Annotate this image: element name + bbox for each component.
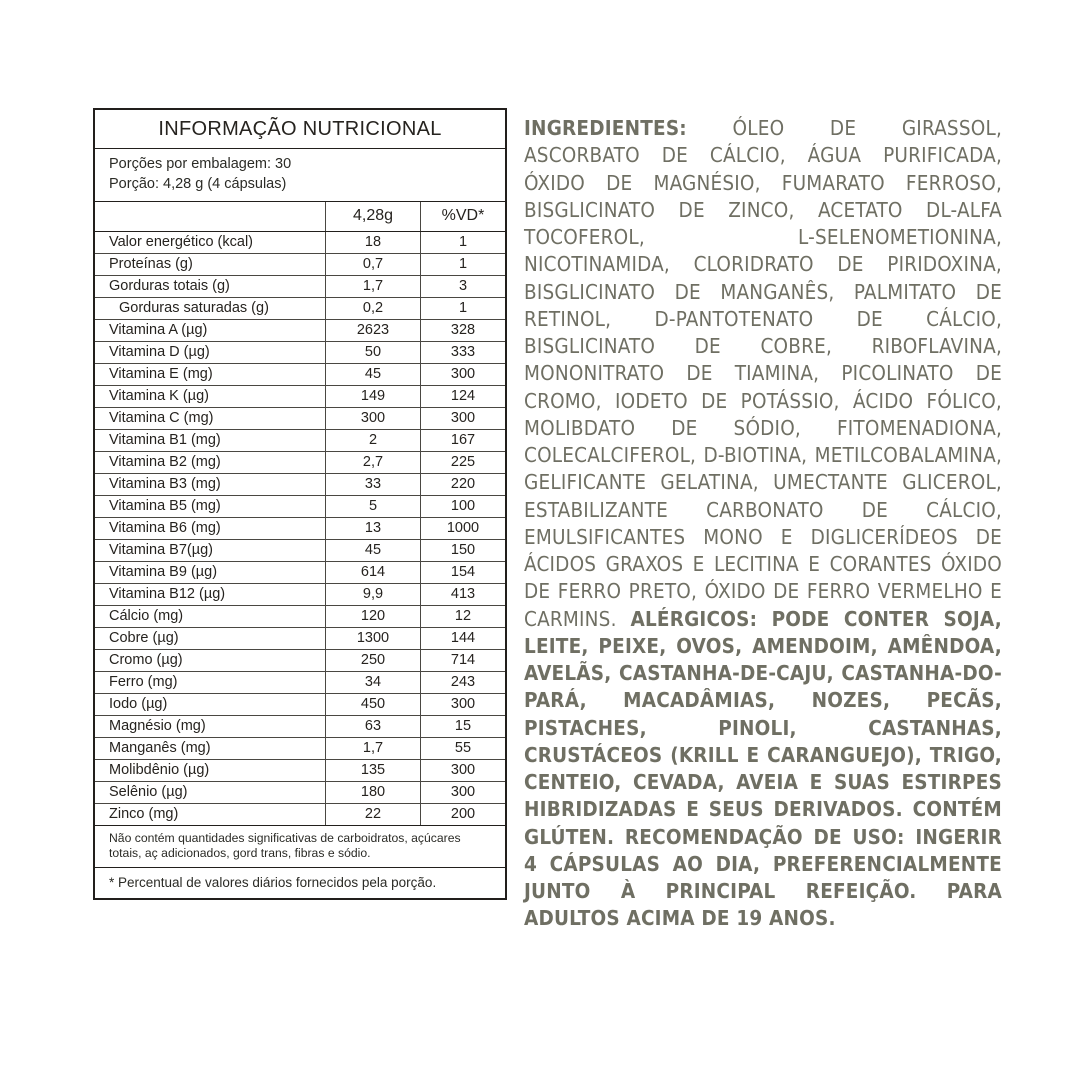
nutrient-dv: 225: [421, 452, 506, 474]
table-row: [95, 232, 505, 254]
nutrient-dv: 413: [421, 584, 506, 606]
nutrient-dv: 1: [421, 232, 506, 254]
nutrient-name: Vitamina K (µg): [95, 386, 326, 408]
table-row: [95, 540, 505, 562]
ingredients-paragraph: [524, 115, 1002, 933]
column-header-nutrient: [95, 202, 326, 232]
servings-per-package: Porções por embalagem: 30: [109, 156, 292, 172]
table-header-row: [95, 202, 505, 232]
nutrient-name: Vitamina B1 (mg): [95, 430, 326, 452]
nutrient-name: Vitamina C (mg): [95, 408, 326, 430]
table-row: [95, 342, 505, 364]
nutrient-name: Vitamina B7(µg): [95, 540, 326, 562]
nutrient-name: Vitamina B6 (mg): [95, 518, 326, 540]
nutrient-amount: 180: [326, 782, 421, 804]
nutrient-amount: 2: [326, 430, 421, 452]
nutrient-amount: 45: [326, 540, 421, 562]
nutrient-dv: 200: [421, 804, 506, 826]
nutrient-amount: 1300: [326, 628, 421, 650]
nutrient-name: Magnésio (mg): [95, 716, 326, 738]
nutrition-table-body: [95, 232, 505, 826]
nutrient-name: Vitamina B2 (mg): [95, 452, 326, 474]
table-row: [95, 320, 505, 342]
nutrient-name: Cobre (µg): [95, 628, 326, 650]
nutrient-name: Selênio (µg): [95, 782, 326, 804]
table-row: [95, 716, 505, 738]
nutrient-dv: 124: [421, 386, 506, 408]
table-row: [95, 364, 505, 386]
nutrient-dv: 12: [421, 606, 506, 628]
nutrient-amount: 2623: [326, 320, 421, 342]
nutrient-name: Cromo (µg): [95, 650, 326, 672]
nutrient-amount: 135: [326, 760, 421, 782]
nutrient-amount: 18: [326, 232, 421, 254]
nutrient-dv: 154: [421, 562, 506, 584]
nutrient-amount: 13: [326, 518, 421, 540]
table-row: [95, 628, 505, 650]
nutrient-name: Gorduras saturadas (g): [95, 298, 326, 320]
nutrient-dv: 328: [421, 320, 506, 342]
nutrient-dv: 15: [421, 716, 506, 738]
nutrient-name: Iodo (µg): [95, 694, 326, 716]
table-row: [95, 298, 505, 320]
table-row: [95, 386, 505, 408]
nutrient-amount: 5: [326, 496, 421, 518]
nutrient-dv: 300: [421, 408, 506, 430]
table-row: [95, 650, 505, 672]
nutrient-name: Ferro (mg): [95, 672, 326, 694]
nutrient-amount: 450: [326, 694, 421, 716]
nutrient-dv: 220: [421, 474, 506, 496]
nutrient-name: Vitamina B12 (µg): [95, 584, 326, 606]
ingredients-label: INGREDIENTES:: [524, 116, 687, 140]
nutrient-name: Proteínas (g): [95, 254, 326, 276]
table-row: [95, 408, 505, 430]
nutrient-amount: 149: [326, 386, 421, 408]
nutrient-amount: 34: [326, 672, 421, 694]
table-row: [95, 518, 505, 540]
nutrient-name: Vitamina E (mg): [95, 364, 326, 386]
table-row: [95, 672, 505, 694]
nutrition-panel-title: INFORMAÇÃO NUTRICIONAL: [95, 110, 505, 149]
nutrient-amount: 250: [326, 650, 421, 672]
table-row: [95, 584, 505, 606]
nutrient-amount: 50: [326, 342, 421, 364]
table-row: [95, 254, 505, 276]
usage-label: RECOMENDAÇÃO DE USO:: [624, 824, 905, 849]
nutrient-dv: 100: [421, 496, 506, 518]
nutrient-dv: 243: [421, 672, 506, 694]
table-row: [95, 782, 505, 804]
nutrient-name: Vitamina B9 (µg): [95, 562, 326, 584]
nutrient-name: Vitamina D (µg): [95, 342, 326, 364]
nutrient-dv: 300: [421, 694, 506, 716]
nutrient-name: Cálcio (mg): [95, 606, 326, 628]
allergens-label: ALÉRGICOS:: [630, 606, 758, 631]
nutrient-amount: 45: [326, 364, 421, 386]
nutrient-amount: 22: [326, 804, 421, 826]
nutrient-name: Vitamina A (µg): [95, 320, 326, 342]
nutrient-name: Vitamina B3 (mg): [95, 474, 326, 496]
column-header-dv: %VD*: [421, 202, 506, 232]
table-row: [95, 694, 505, 716]
allergens-text: PODE CONTER SOJA, LEITE, PEIXE, OVOS, AMENDOIM, AMÊNDOA, AVELÃS, CASTANHA-DE-CAJU, CASTANHA-DO-PARÁ, MACADÂMIAS, NOZES, PECÃS, PISTACHES, PINOLI, CASTANHAS, CRUSTÁCEOS (KRILL E CARANGUEJO), TRIGO, CENTEIO, CEVADA, AVEIA E SUAS ESTIRPES HIBRIDIZADAS E SEUS DERIVADOS. CONTÉM GLÚTEN.: [524, 606, 1002, 849]
nutrient-dv: 167: [421, 430, 506, 452]
nutrient-amount: 33: [326, 474, 421, 496]
nutrient-dv: 300: [421, 760, 506, 782]
serving-size: Porção: 4,28 g (4 cápsulas): [109, 175, 287, 192]
table-row: [95, 562, 505, 584]
ingredients-list: ÓLEO DE GIRASSOL, ASCORBATO DE CÁLCIO, ÁGUA PURIFICADA, ÓXIDO DE MAGNÉSIO, FUMARATO FERROSO, BISGLICINATO DE ZINCO, ACETATO DL-ALFA TOCOFEROL, L-SELENOMETIONINA, NICOTINAMIDA, CLORIDRATO DE PIRIDOXINA, BISGLICINATO DE MANGANÊS, PALMITATO DE RETINOL, D-PANTOTENATO DE CÁLCIO, BISGLICINATO DE COBRE, RIBOFLAVINA, MONONITRATO DE TIAMINA, PICOLINATO DE CROMO, IODETO DE POTÁSSIO, ÁCIDO FÓLICO, MOLIBDATO DE SÓDIO, FITOMENADIONA, COLECALCIFEROL, D-BIOTINA, METILCOBALAMINA, GELIFICANTE GELATINA, UMECTANTE GLICEROL, ESTABILIZANTE CARBONATO DE CÁLCIO, EMULSIFICANTES MONO E DIGLICERÍDEOS DE ÁCIDOS GRAXOS E LECITINA E CORANTES ÓXIDO DE FERRO PRETO, ÓXIDO DE FERRO VERMELHO E CARMINS.: [524, 116, 1002, 631]
usage-text: INGERIR 4 CÁPSULAS AO DIA, PREFERENCIALMENTE JUNTO À PRINCIPAL REFEIÇÃO. PARA ADULTOS ACIMA DE 19 ANOS.: [524, 824, 1003, 931]
table-row: [95, 738, 505, 760]
nutrient-amount: 63: [326, 716, 421, 738]
nutrient-name: Gorduras totais (g): [95, 276, 326, 298]
nutrient-amount: 9,9: [326, 584, 421, 606]
nutrition-note: Não contém quantidades significativas de carboidratos, açúcares totais, aç adicionados, gord trans, fibras e sódio.: [95, 826, 505, 868]
table-row: [95, 760, 505, 782]
nutrition-table: [95, 202, 505, 826]
nutrient-name: Molibdênio (µg): [95, 760, 326, 782]
nutrient-dv: 3: [421, 276, 506, 298]
table-row: [95, 804, 505, 826]
nutrient-amount: 2,7: [326, 452, 421, 474]
nutrient-name: Manganês (mg): [95, 738, 326, 760]
nutrient-dv: 1000: [421, 518, 506, 540]
nutrient-amount: 0,2: [326, 298, 421, 320]
nutrient-name: Vitamina B5 (mg): [95, 496, 326, 518]
nutrient-dv: 55: [421, 738, 506, 760]
nutrient-dv: 714: [421, 650, 506, 672]
nutrient-dv: 1: [421, 298, 506, 320]
nutrient-amount: 0,7: [326, 254, 421, 276]
nutrient-dv: 144: [421, 628, 506, 650]
table-row: [95, 452, 505, 474]
nutrient-name: Valor energético (kcal): [95, 232, 326, 254]
nutrient-amount: 614: [326, 562, 421, 584]
table-row: [95, 606, 505, 628]
nutrient-dv: 333: [421, 342, 506, 364]
nutrient-amount: 120: [326, 606, 421, 628]
nutrient-dv: 1: [421, 254, 506, 276]
table-row: [95, 276, 505, 298]
nutrition-footnote: * Percentual de valores diários fornecidos pela porção.: [109, 874, 437, 890]
ingredients-block: [524, 115, 1002, 933]
nutrition-table-head: [95, 202, 505, 232]
nutrient-dv: 300: [421, 782, 506, 804]
nutrient-amount: 1,7: [326, 738, 421, 760]
nutrient-amount: 300: [326, 408, 421, 430]
column-header-amount: 4,28g: [326, 202, 421, 232]
table-row: [95, 496, 505, 518]
serving-info: [95, 149, 505, 202]
nutrient-amount: 1,7: [326, 276, 421, 298]
nutrient-name: Zinco (mg): [95, 804, 326, 826]
nutrient-dv: 150: [421, 540, 506, 562]
nutrition-facts-panel: [93, 108, 507, 900]
table-row: [95, 430, 505, 452]
table-row: [95, 474, 505, 496]
nutrient-dv: 300: [421, 364, 506, 386]
